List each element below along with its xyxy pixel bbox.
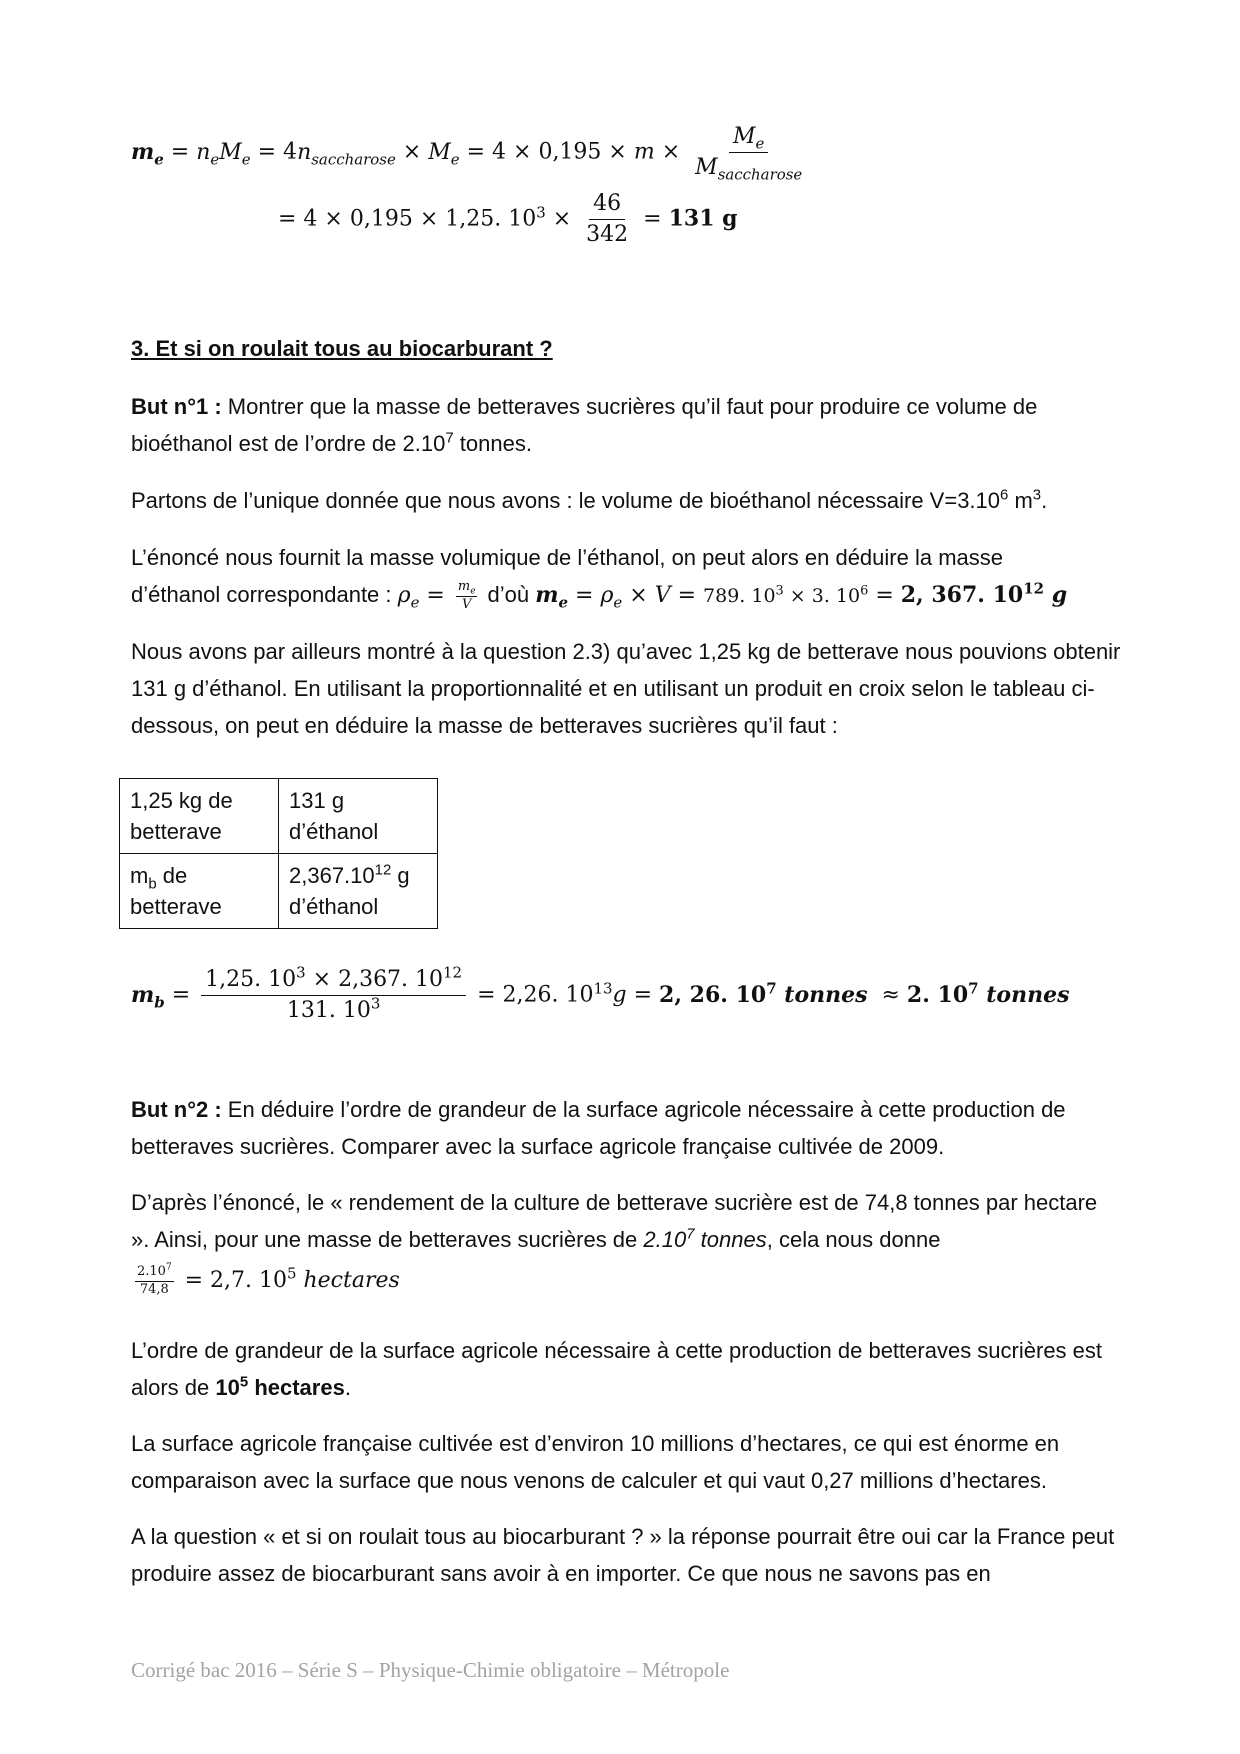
table-cell: 2,367.10$^{12}$ g d’éthanol	[279, 854, 438, 929]
goal-1-label: But n°1 :	[131, 394, 222, 419]
equation-me-line1: $m_e = n_eM_e = 4n_{saccharose} \times M_e = 4 \times 0,195 \times m$ × $\frac{M_e}{M_{saccharose}}$	[131, 124, 803, 184]
order-paragraph: L’ordre de grandeur de la surface agricole nécessaire à cette production de betteraves sucrières est alors de $10^5$ hectares.	[131, 1338, 1103, 1400]
table-cell: 1,25 kg de betterave	[120, 779, 279, 854]
surface-paragraph: La surface agricole française cultivée est d’environ 10 millions d’hectares, ce qui est énorme en comparaison avec la surface que nous venons de calculer et qui vaut 0,27 millions d’hectares.	[131, 1431, 1060, 1493]
table-row	[120, 854, 438, 929]
equation-mb: $m_b$ = $\frac{1,25. 10^3 \times 2,367. 10^{12}}{131. 10^3}$ = 2,26. $10^{13}g = 2$, 26. $10^7$ tonnes ≈ 2. $10^7$ tonnes	[131, 963, 1070, 1024]
table-cell: 131 g d’éthanol	[279, 779, 438, 854]
section-title: 3. Et si on roulait tous au biocarburant ?	[131, 336, 553, 361]
equation-hectares: $\frac{2.10^7}{74,8}$ = 2,7. $10^5$ hectares	[137, 1262, 400, 1297]
me-result: 131 g	[668, 205, 738, 232]
page-footer: Corrigé bac 2016 – Série S – Physique-Chimie obligatoire – Métropole	[131, 1658, 730, 1682]
conclusion-paragraph: A la question « et si on roulait tous au biocarburant ? » la réponse pourrait être oui car la France peut produire assez de biocarburant sans avoir à en importer. Ce que nous ne savons pas en	[131, 1524, 1115, 1586]
table-cell: $m_b$ de betterave	[120, 854, 279, 929]
goal-2-paragraph: But n°2 : En déduire l’ordre de grandeur de la surface agricole nécessaire à cette production de betteraves sucrières. Comparer avec la surface agricole française cultivée de 2009.	[131, 1097, 1066, 1159]
equation-me-line2: = 4 × 0,195 × 1,25. $10^3$ × $\frac{46}{342}$ = 131 g	[278, 191, 738, 248]
table-row	[120, 779, 438, 854]
volume-paragraph: Partons de l’unique donnée que nous avons : le volume de bioéthanol nécessaire $V=3.10^6$ $m^3$.	[131, 486, 1048, 513]
cross-product-table	[119, 778, 438, 929]
goal-2-label: But n°2 :	[131, 1097, 222, 1122]
density-paragraph: L’énoncé nous fournit la masse volumique de l’éthanol, on peut alors en déduire la masse d’éthanol correspondante : $\rho_e$ = $\frac{m_e}{V}$ d’où $m_e = \rho_e \times V = 789$. $10^3 \times 3$. $10^6 = 2$, 367. $10^{12}$ g	[131, 545, 1068, 612]
rendement-paragraph: D’après l’énoncé, le « rendement de la culture de betterave sucrière est de 74,8 tonnes par hectare ». Ainsi, pour une masse de betteraves sucrières de 2.10$^7$ tonnes, cela nous donne $\frac{2.10^7}{74,8}$ = 2,7. $10^5$ hectares	[131, 1184, 1121, 1299]
goal-1-paragraph: But n°1 : Montrer que la masse de betteraves sucrières qu’il faut pour produire ce volume de bioéthanol est de l’ordre de 2.10$^7$ tonnes.	[131, 394, 1038, 456]
proportion-paragraph: Nous avons par ailleurs montré à la question 2.3) qu’avec 1,25 kg de betterave nous pouvions obtenir 131 g d’éthanol. En utilisant la proportionnalité et en utilisant un produit en croix selon le tableau ci-dessous, on peut en déduire la masse de betteraves sucrières qu’il faut :	[131, 639, 1121, 738]
